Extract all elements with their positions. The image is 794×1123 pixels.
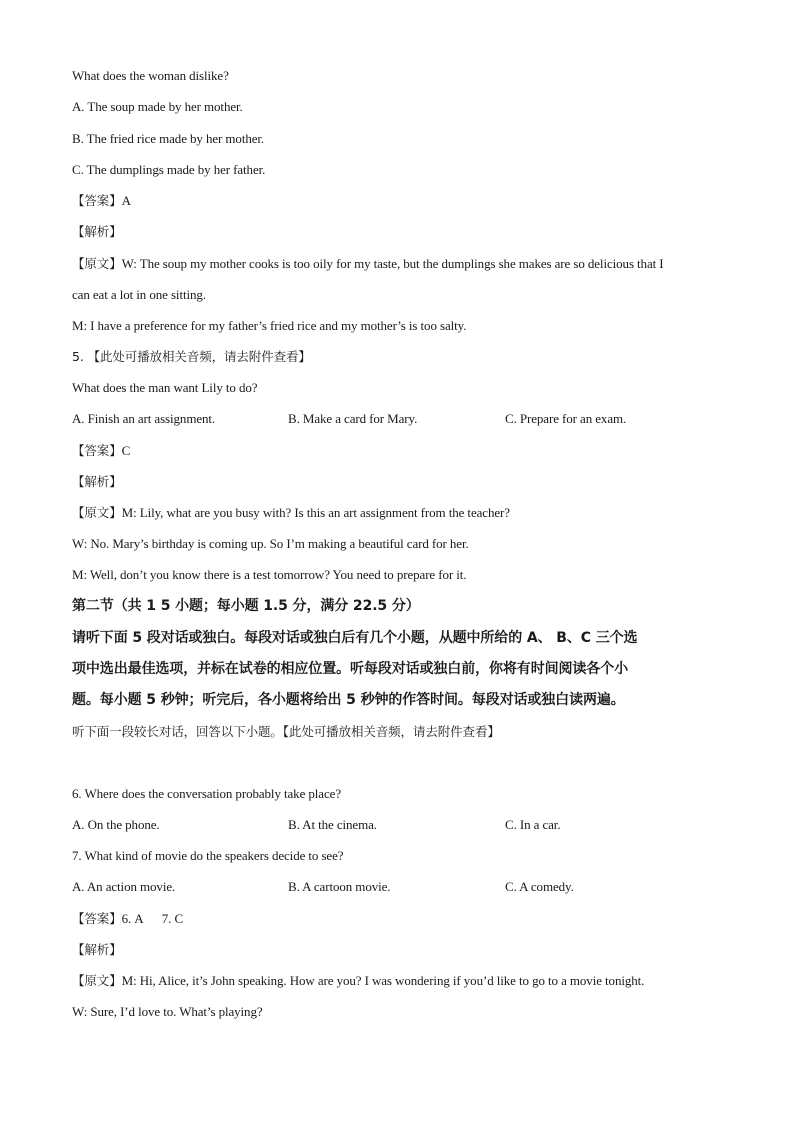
transcript-text: W: The soup my mother cooks is too oily for my taste, but the dumplings she makes are so delicious that I <box>121 256 664 271</box>
q4-transcript-line1 <box>72 256 664 272</box>
answer-label: 【答案】 <box>72 443 122 458</box>
q67-transcript-line1 <box>72 973 644 989</box>
q6-question: 6. Where does the conversation probably take place? <box>72 786 341 801</box>
answer-value: 6. A 7. C <box>121 911 184 926</box>
q4-transcript-line2: can eat a lot in one sitting. <box>72 287 206 302</box>
section2-heading: 第二节（共 1 5 小题；每小题 1.5 分，满分 22.5 分） <box>72 598 420 614</box>
q4-option-a: A. The soup made by her mother. <box>72 99 243 114</box>
answer-value: C <box>121 443 131 458</box>
q5-audio-note: 5. 【此处可播放相关音频，请去附件查看】 <box>72 349 311 364</box>
q5-transcript-line1 <box>72 505 510 521</box>
q5-transcript-line3: M: Well, don’t you know there is a test tomorrow? You need to prepare for it. <box>72 567 467 582</box>
q4-analysis-label: 【解析】 <box>72 224 122 239</box>
q67-analysis-label: 【解析】 <box>72 942 122 957</box>
transcript-label: 【原文】 <box>72 505 122 520</box>
q67-answer <box>72 911 183 927</box>
q6-option-b: B. At the cinema. <box>288 817 377 832</box>
section2-instruction-line1: 请听下面 5 段对话或独白。每段对话或独白后有几个小题，从题中所给的 A、 B、C 三个选 <box>72 630 638 646</box>
transcript-label: 【原文】 <box>72 256 122 271</box>
answer-label: 【答案】 <box>72 193 122 208</box>
q5-option-b: B. Make a card for Mary. <box>288 411 418 426</box>
transcript-text: M: Hi, Alice, it’s John speaking. How are you? I was wondering if you’d like to go to a movie tonight. <box>121 973 645 988</box>
answer-value: A <box>121 193 131 208</box>
section2-instruction-line3: 题。每小题 5 秒钟；听完后，各小题将给出 5 秒钟的作答时间。每段对话或独白读两遍。 <box>72 692 625 708</box>
q5-option-a: A. Finish an art assignment. <box>72 411 216 426</box>
q6-option-c: C. In a car. <box>505 817 561 832</box>
answer-label: 【答案】 <box>72 911 122 926</box>
q7-option-b: B. A cartoon movie. <box>288 879 391 894</box>
q4-option-c: C. The dumplings made by her father. <box>72 162 266 177</box>
q5-option-c: C. Prepare for an exam. <box>505 411 627 426</box>
q4-option-b: B. The fried rice made by her mother. <box>72 131 265 146</box>
q5-answer <box>72 443 130 459</box>
q5-transcript-line2: W: No. Mary’s birthday is coming up. So I’m making a beautiful card for her. <box>72 536 469 551</box>
q5-question: What does the man want Lily to do? <box>72 380 258 395</box>
q4-transcript-line3: M: I have a preference for my father’s fried rice and my mother’s is too salty. <box>72 318 467 333</box>
transcript-text: M: Lily, what are you busy with? Is this an art assignment from the teacher? <box>121 505 510 520</box>
q7-option-a: A. An action movie. <box>72 879 176 894</box>
transcript-label: 【原文】 <box>72 973 122 988</box>
q67-transcript-line2: W: Sure, I’d love to. What’s playing? <box>72 1004 263 1019</box>
section2-listen-note: 听下面一段较长对话，回答以下小题。【此处可播放相关音频，请去附件查看】 <box>72 724 500 739</box>
q7-question: 7. What kind of movie do the speakers decide to see? <box>72 848 344 863</box>
q7-option-c: C. A comedy. <box>505 879 574 894</box>
q4-question: What does the woman dislike? <box>72 68 229 83</box>
section2-instruction-line2: 项中选出最佳选项，并标在试卷的相应位置。听每段对话或独白前，你将有时间阅读各个小 <box>72 661 628 677</box>
q5-analysis-label: 【解析】 <box>72 474 122 489</box>
q6-option-a: A. On the phone. <box>72 817 160 832</box>
q4-answer <box>72 193 131 209</box>
